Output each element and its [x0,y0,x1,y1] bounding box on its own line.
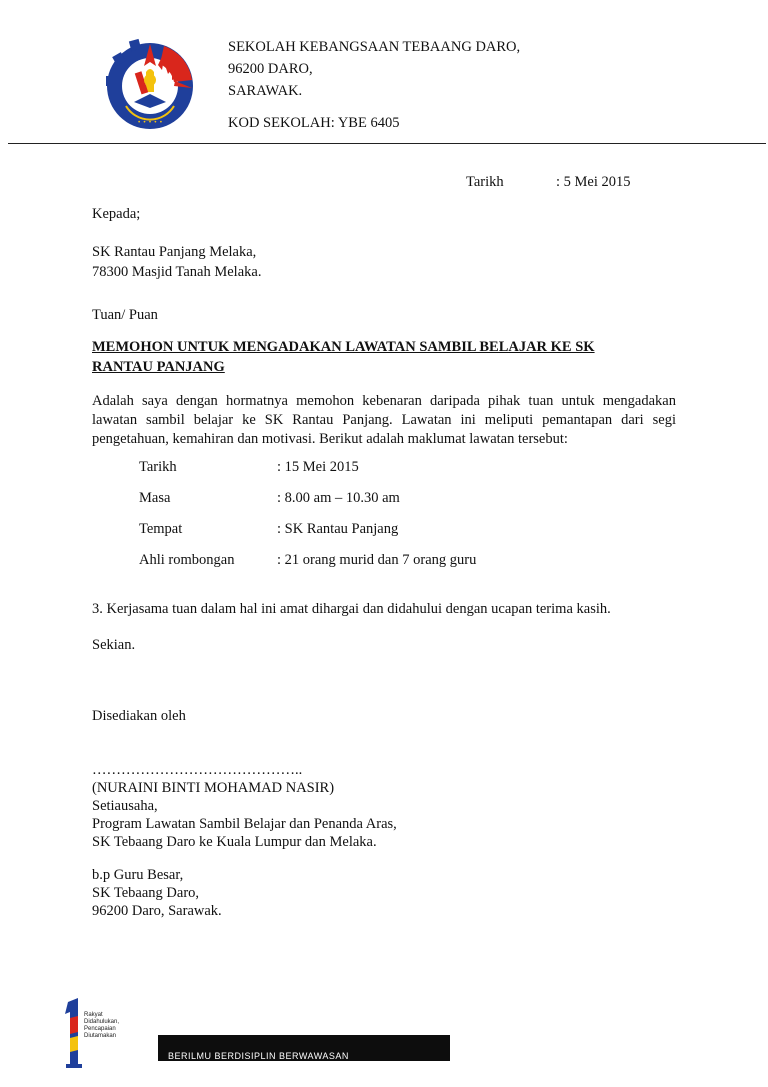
letter-date [466,172,631,192]
paragraph-intro-line-1: Adalah saya dengan hormatnya memohon kebenaran daripada pihak tuan untuk mengadakan [92,393,676,409]
school-state: SARAWAK. [228,83,303,99]
on-behalf-line-3: 96200 Daro, Sarawak. [92,903,222,919]
rakyat-slogan [84,1012,119,1040]
detail-row-date [139,457,359,477]
school-logo [104,36,196,132]
one-malaysia-icon [62,998,84,1068]
detail-label: Masa [139,490,171,506]
signature-program-line-1: Program Lawatan Sambil Belajar dan Penanda Aras, [92,816,397,832]
date-value: : 5 Mei 2015 [556,174,631,190]
greeting: Tuan/ Puan [92,307,158,323]
signature-name: (NURAINI BINTI MOHAMAD NASIR) [92,780,335,796]
signature-program-line-2: SK Tebaang Daro ke Kuala Lumpur dan Melaka. [92,834,377,850]
detail-label: Ahli rombongan [139,552,235,568]
school-header [228,36,520,134]
signature-title: Setiausaha, [92,798,158,814]
detail-value: : 8.00 am – 10.30 am [277,490,400,506]
svg-text:• • • • •: • • • • • [137,119,163,126]
slogan-line: Pencapaian [84,1026,116,1032]
detail-row-place [139,519,398,539]
detail-value: : 21 orang murid dan 7 orang guru [277,552,477,568]
detail-value: : 15 Mei 2015 [277,459,359,475]
recipient-to: Kepada; [92,206,141,222]
recipient-line-1: SK Rantau Panjang Melaka, [92,244,257,260]
detail-label: Tarikh [139,459,177,475]
detail-row-time [139,488,400,508]
detail-row-members [139,550,476,570]
recipient-line-2: 78300 Masjid Tanah Melaka. [92,264,262,280]
closing: Sekian. [92,637,136,653]
on-behalf-line-2: SK Tebaang Daro, [92,885,200,901]
subject-line-1: MEMOHON UNTUK MENGADAKAN LAWATAN SAMBIL BELAJAR KE SK [92,339,595,355]
slogan-line: Diutamakan [84,1033,117,1039]
motto-bar [158,1035,450,1061]
date-label: Tarikh [466,174,504,190]
header-divider [8,143,766,144]
slogan-line: Rakyat [84,1012,103,1018]
one-malaysia-logo [62,998,152,1068]
paragraph-intro-line-3: pengetahuan, kemahiran dan motivasi. Berikut adalah maklumat lawatan tersebut: [92,431,568,447]
detail-value: : SK Rantau Panjang [277,521,399,537]
school-postcode-town: 96200 DARO, [228,61,313,77]
letter-subject [92,337,652,377]
school-code: KOD SEKOLAH: YBE 6405 [228,115,400,131]
school-crest-icon [104,36,196,132]
paragraph-intro [92,392,676,449]
slogan-line: Didahulukan, [84,1019,120,1025]
school-name: SEKOLAH KEBANGSAAN TEBAANG DARO, [228,39,521,55]
paragraph-intro-line-2: lawatan sambil belajar ke SK Rantau Panjang. Lawatan ini meliputi pemantapan dari segi [92,412,676,428]
on-behalf-block [92,866,222,920]
subject-line-2: RANTAU PANJANG [92,359,225,375]
detail-label: Tempat [139,521,183,537]
prepared-by: Disediakan oleh [92,708,186,724]
signature-block [92,761,397,851]
signature-dots: …………………………………….. [92,762,303,778]
motto-text: BERILMU BERDISIPLIN BERWAWASAN [168,1051,349,1061]
paragraph-thanks: 3. Kerjasama tuan dalam hal ini amat dihargai dan didahului dengan ucapan terima kasih. [92,601,611,617]
on-behalf-line-1: b.p Guru Besar, [92,867,184,883]
